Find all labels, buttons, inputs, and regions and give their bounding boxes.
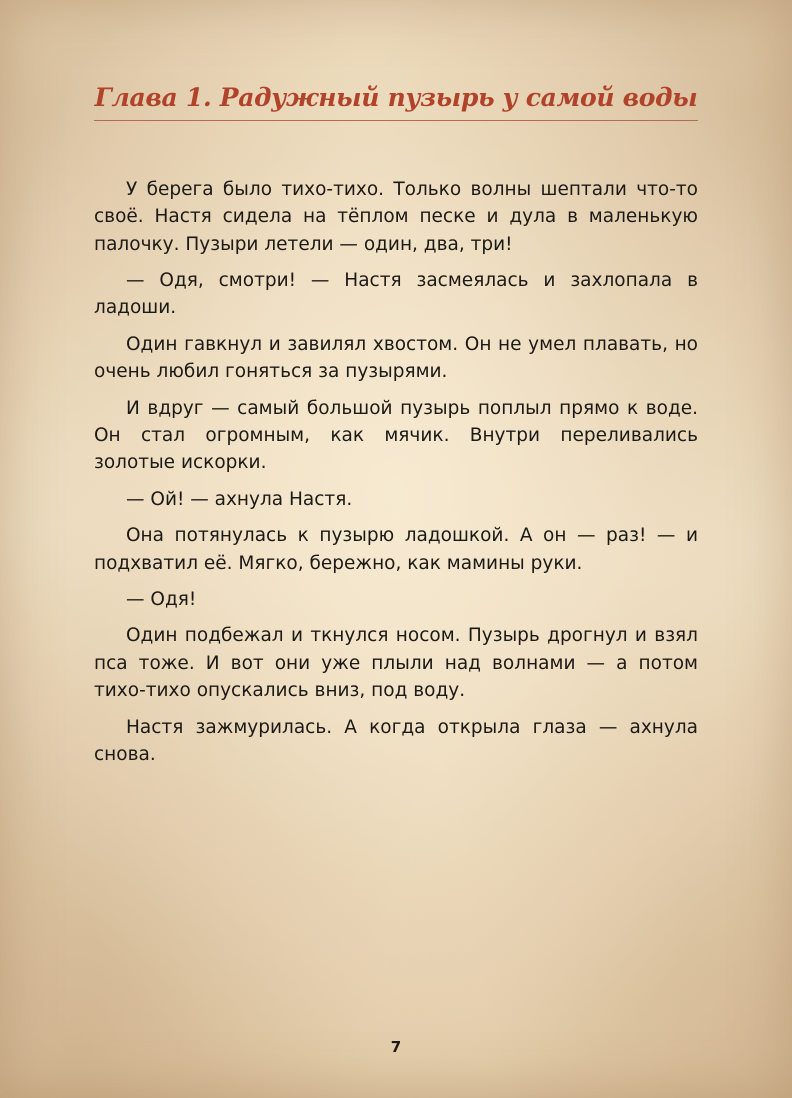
paragraph: Один подбежал и ткнулся носом. Пузырь дрогнул и взял пса тоже. И вот они уже плыли над волнами — а потом тихо-тихо опускались вниз, под воду. [94, 625, 698, 702]
paragraph: Настя зажмурилась. А когда открыла глаза — ахнула снова. [94, 716, 698, 765]
page-number: 7 [390, 1038, 402, 1056]
chapter-title: Глава 1. Радужный пузырь у самой воды [94, 83, 698, 112]
story-text [94, 176, 698, 777]
chapter-header [94, 78, 698, 121]
paragraph: Один гавкнул и завилял хвостом. Он не умел плавать, но очень любил гоняться за пузырями. [94, 333, 698, 383]
paragraph: — Ой! — ахнула Настя. [126, 488, 353, 510]
paragraph: У берега было тихо-тихо. Только волны шептали что-то своё. Настя сидела на тёплом песке и дула в маленькую палочку. Пузыри летели — один, два, три! [94, 179, 698, 255]
paragraph: — Одя! [126, 588, 197, 610]
paragraph: И вдруг — самый большой пузырь поплыл прямо к воде. Он стал огромным, как мячик. Внутри переливались золотые искорки. [94, 397, 698, 474]
paragraph: Она потянулась к пузырю ладошкой. А он — раз! — и подхватил её. Мягко, бережно, как мамины руки. [94, 525, 698, 574]
title-divider [94, 120, 698, 121]
paragraph: — Одя, смотри! — Настя засмеялась и захлопала в ладоши. [94, 270, 698, 319]
